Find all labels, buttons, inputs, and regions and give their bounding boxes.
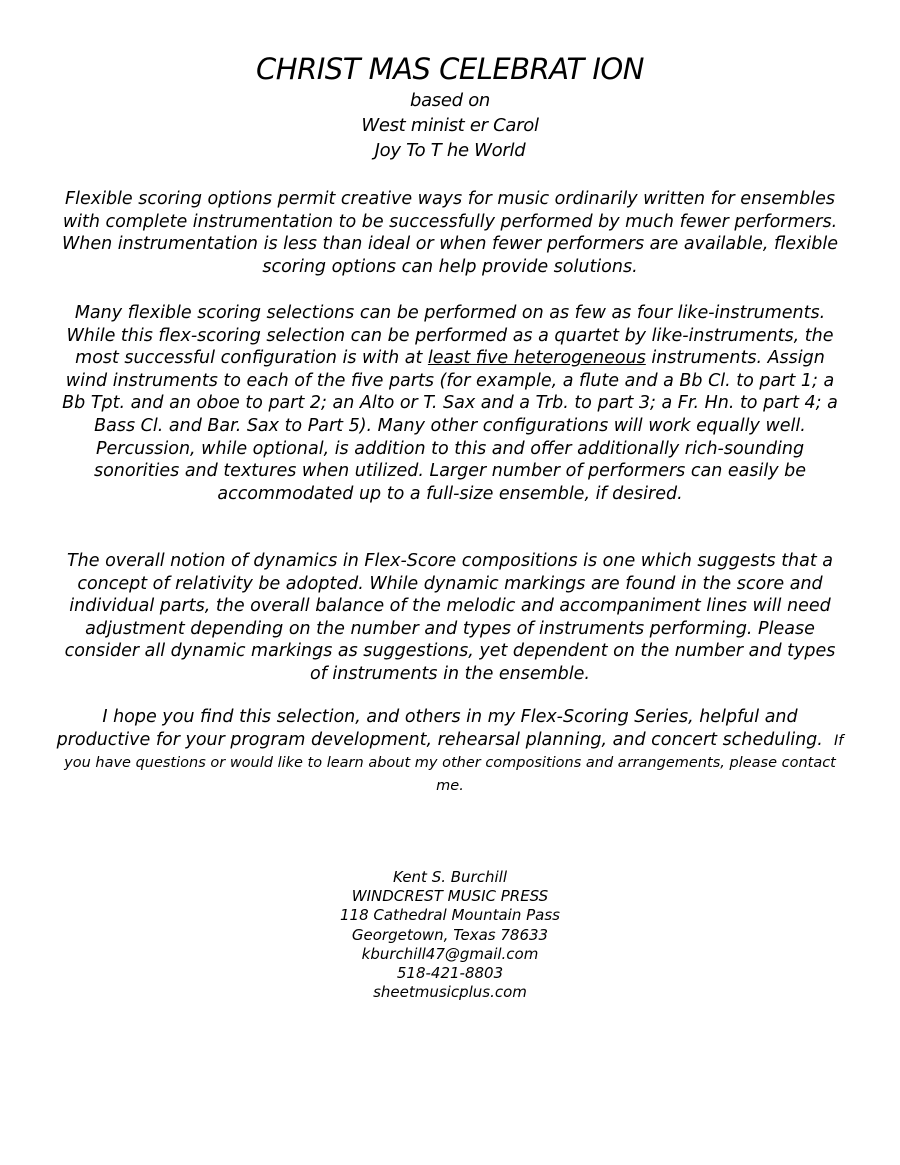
contact-website: sheetmusicplus.com [373,983,527,1002]
source-song-westminister: West minist er Carol [361,115,539,136]
contact-city: Georgetown, Texas 78633 [351,925,549,944]
paragraph-closing-main: I hope you find this selection, and others in my Flex-Scoring Series, helpful and productive for your program development, rehearsal planning, and concert scheduling. [56,707,823,750]
contact-name: Kent S. Burchill [393,868,507,886]
paragraph-dynamics: The overall notion of dynamics in Flex-Score compositions is one which suggests that a concept of relativity be adopted. While dynamic markings are found in the score and individual parts, the overall balance of the melodic and accompaniment lines will need adjustment depending on the number and types of instruments performing. Please consider all dynamic markings as suggestions, yet dependent on the number and types of instruments in the ensemble. [64,551,836,684]
contact-phone: 518-421-8803 [396,964,504,983]
paragraph-flexible-scoring: Flexible scoring options permit creative ways for music ordinarily written for ensembles with complete instrumentation to be successfully performed by much fewer performers. When instrumentation is less than ideal or when fewer performers are available, flexible scoring options can help provide solutions. [61,189,839,277]
paragraph-closing [55,706,845,796]
page-title: CHRIST MAS CELEBRAT ION [256,52,644,86]
contact-publisher: WINDCREST MUSIC PRESS [351,887,549,906]
paragraph-configuration-text-a: Many flexible scoring selections can be performed on as few as four like-instruments. While this flex-scoring selection can be performed as a quartet by like-instruments, the most successful configuration is with at [66,303,834,369]
based-on-label: based on [409,90,491,111]
paragraph-configuration-text-b: instruments. Assign wind instruments to each of the five parts (for example, a flute and a Bb Cl. to part 1; a Bb Tpt. and an oboe to part 2; an Alto or T. Sax and a Trb. to part 3; a Fr. Hn. to part 4; a Bass Cl. and Bar. Sax to Part 5). Many other configurations will work equally well. Percussion, while optional, is addition to this and offer additionally rich-sounding sonorities and textures when utilized. Larger number of performers can easily be accommodated up to a full-size ensemble, if desired. [62,348,838,504]
title-block [0,50,900,163]
paragraph-configuration [55,302,845,505]
paragraph-closing-small: If you have questions or would like to learn about my other compositions and arrangements, please contact me. [64,732,844,794]
contact-block [0,868,900,1002]
underlined-emphasis: least five heterogeneous [427,348,646,369]
contact-email: kburchill47@gmail.com [361,944,539,963]
source-song-joy-to-the-world: Joy To T he World [374,140,526,161]
contact-street: 118 Cathedral Mountain Pass [339,906,560,925]
